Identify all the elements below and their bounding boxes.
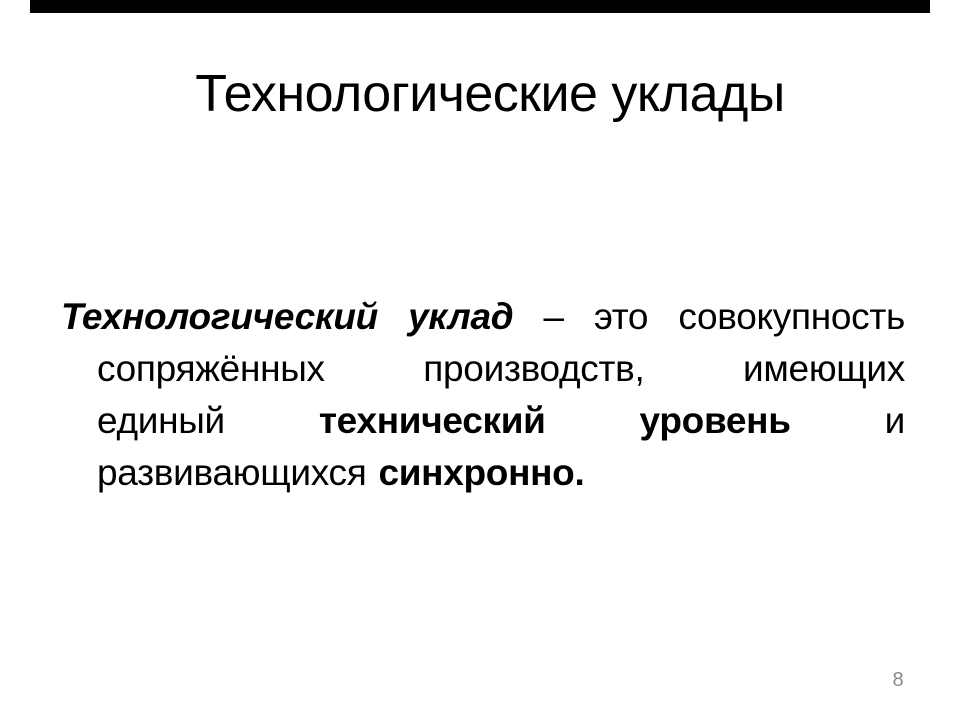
text-segment: имеющих bbox=[743, 348, 905, 389]
text-segment: развивающихся bbox=[97, 452, 367, 493]
top-accent-bar bbox=[30, 0, 930, 13]
text-segment: уровень bbox=[639, 400, 791, 441]
body-line bbox=[97, 343, 905, 395]
text-segment: синхронно. bbox=[378, 452, 585, 493]
text-segment: технический bbox=[318, 400, 546, 441]
text-segment: Технологический bbox=[61, 296, 378, 337]
body-line bbox=[61, 291, 905, 343]
page-number: 8 bbox=[892, 669, 904, 691]
text-segment: и bbox=[884, 400, 905, 441]
text-segment: – bbox=[543, 296, 564, 337]
body-line bbox=[97, 447, 905, 499]
body-line bbox=[97, 395, 905, 447]
text-segment: уклад bbox=[408, 296, 514, 337]
text-segment: совокупность bbox=[678, 296, 905, 337]
slide-title: Технологические уклады bbox=[195, 65, 785, 123]
definition-paragraph bbox=[61, 291, 905, 499]
text-segment: сопряжённых bbox=[97, 348, 325, 389]
text-segment: это bbox=[593, 296, 649, 337]
text-segment: производств, bbox=[423, 348, 645, 389]
text-segment: единый bbox=[97, 400, 225, 441]
